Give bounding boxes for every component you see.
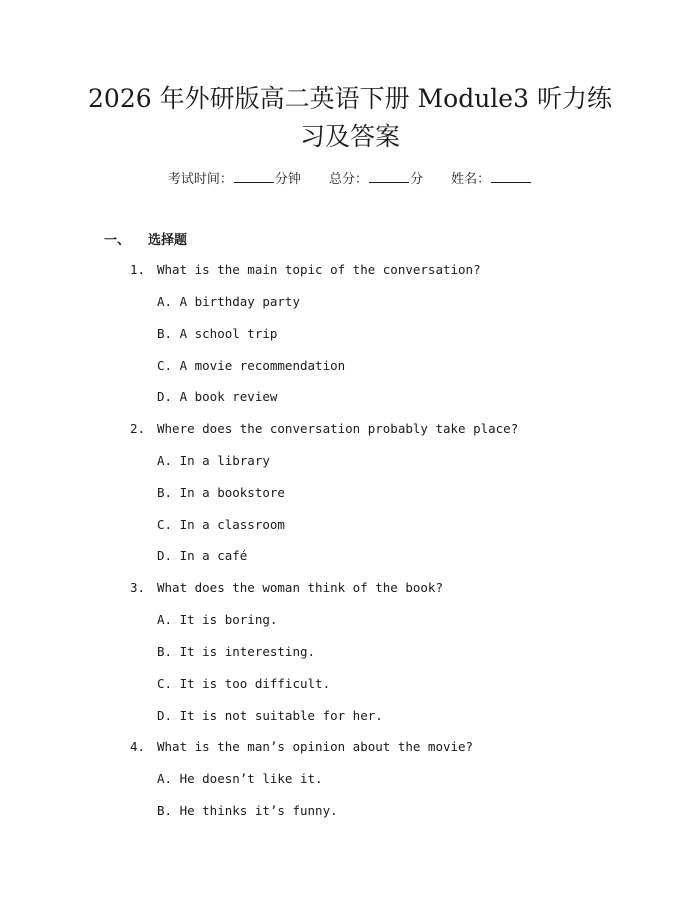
exam-time-blank <box>234 171 274 183</box>
question-text: What is the man’s opinion about the movie? <box>157 739 474 754</box>
question-3 <box>130 580 443 595</box>
question-1-option-d: D. A book review <box>157 389 278 404</box>
question-2-option-b: B. In a bookstore <box>157 485 285 500</box>
question-2-option-c: C. In a classroom <box>157 517 285 532</box>
document-title <box>60 80 640 156</box>
question-2 <box>130 421 518 436</box>
section-title: 选择题 <box>148 233 188 248</box>
question-3-option-d: D. It is not suitable for her. <box>157 708 383 723</box>
question-number: 2. <box>130 421 146 436</box>
question-3-option-c: C. It is too difficult. <box>157 676 331 691</box>
exam-time-label: 考试时间： <box>167 172 233 187</box>
question-2-option-a: A. In a library <box>157 453 270 468</box>
total-score-blank <box>369 171 409 183</box>
section-number: 一、 <box>104 233 131 248</box>
question-1-option-b: B. A school trip <box>157 326 278 341</box>
question-4-option-b: B. He thinks it’s funny. <box>157 803 338 818</box>
question-3-option-b: B. It is interesting. <box>157 644 316 659</box>
question-text: What is the main topic of the conversation? <box>157 262 481 277</box>
title-line-1: 2026 年外研版高二英语下册 Module3 听力练 <box>88 84 612 113</box>
student-name-label: 姓名： <box>451 172 491 187</box>
question-1-option-c: C. A movie recommendation <box>157 358 346 373</box>
question-number: 1. <box>130 262 146 277</box>
exam-time-field <box>168 172 301 187</box>
question-1 <box>130 262 481 277</box>
question-number: 4. <box>130 739 146 754</box>
total-score-field <box>329 172 423 187</box>
question-1-option-a: A. A birthday party <box>157 294 300 309</box>
question-2-option-d: D. In a café <box>157 548 248 563</box>
section-heading <box>104 229 187 248</box>
total-score-label: 总分： <box>328 172 368 187</box>
question-text: Where does the conversation probably take place? <box>157 421 519 436</box>
question-4-option-a: A. He doesn’t like it. <box>157 771 323 786</box>
student-name-field <box>451 172 532 187</box>
question-number: 3. <box>130 580 146 595</box>
question-4 <box>130 739 473 754</box>
student-name-blank <box>491 171 531 183</box>
exam-time-unit: 分钟 <box>274 172 301 187</box>
question-text: What does the woman think of the book? <box>157 580 443 595</box>
title-line-2: 习及答案 <box>299 122 400 151</box>
exam-info-line <box>0 168 700 187</box>
total-score-unit: 分 <box>410 172 424 187</box>
question-3-option-a: A. It is boring. <box>157 612 278 627</box>
